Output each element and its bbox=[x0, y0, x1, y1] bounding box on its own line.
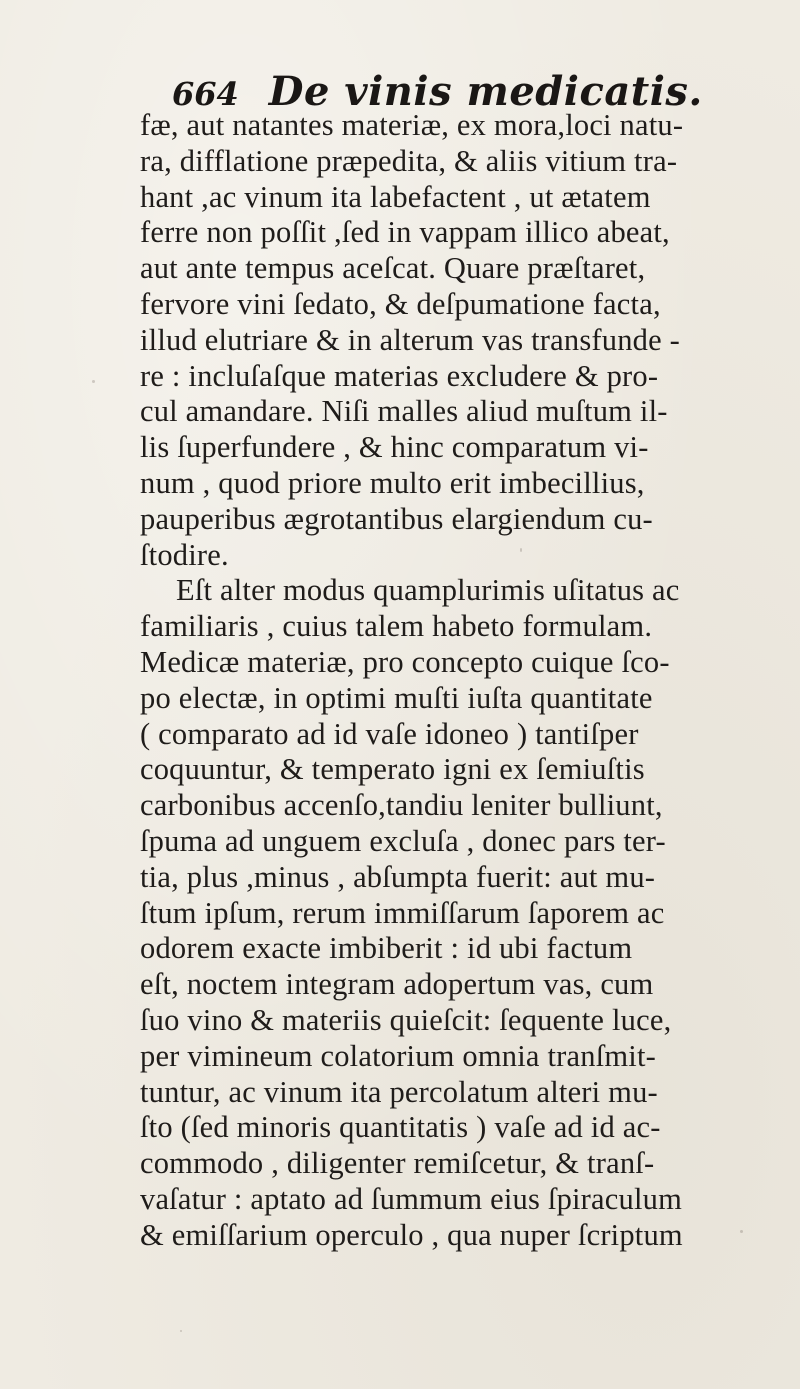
text-line: lis ſuperfundere , & hinc comparatum vi- bbox=[140, 430, 649, 465]
paper-speck bbox=[92, 380, 95, 383]
text-line: ſtodire. bbox=[140, 537, 229, 572]
text-line: illud elutriare & in alterum vas transfunde - bbox=[140, 322, 681, 357]
text-line: po electæ, in optimi muſti iuſta quantitate bbox=[140, 680, 653, 715]
text-line: ferre non poſſit ,ſed in vappam illico abeat, bbox=[140, 215, 670, 250]
text-line: aut ante tempus aceſcat. Quare præſtaret, bbox=[140, 251, 646, 286]
text-line: ſpuma ad unguem excluſa , donec pars ter- bbox=[140, 823, 666, 858]
body-text bbox=[140, 108, 800, 1254]
text-line: ( comparato ad id vaſe idoneo ) tantiſper bbox=[140, 716, 639, 751]
text-line: ra, difflatione præpedita, & aliis vitium tra- bbox=[140, 143, 678, 178]
paper-speck bbox=[740, 1230, 743, 1233]
text-line: ſtum ipſum, rerum immiſſarum ſaporem ac bbox=[140, 895, 665, 930]
paper-speck bbox=[520, 548, 522, 552]
text-line: fervore vini ſedato, & deſpumatione facta, bbox=[140, 286, 661, 321]
text-line: eſt, noctem integram adopertum vas, cum bbox=[140, 967, 654, 1002]
text-line: & emiſſarium operculo , qua nuper ſcriptum bbox=[140, 1217, 683, 1252]
text-line: commodo , diligenter remiſcetur, & tranſ- bbox=[140, 1146, 655, 1181]
text-line: tia, plus ,minus , abſumpta fuerit: aut mu- bbox=[140, 859, 656, 894]
page-number: 664 bbox=[172, 75, 239, 113]
text-line: per vimineum colatorium omnia tranſmit- bbox=[140, 1038, 657, 1073]
running-title: De vinis medicatis. bbox=[268, 68, 703, 115]
text-line: vaſatur : aptato ad ſummum eius ſpiraculum bbox=[140, 1181, 683, 1216]
text-line: Medicæ materiæ, pro concepto cuique ſco- bbox=[140, 644, 670, 679]
text-line: re : incluſaſque materias excludere & pro- bbox=[140, 358, 659, 393]
paper-speck bbox=[180, 1330, 182, 1332]
text-line: cul amandare. Niſi malles aliud muſtum il- bbox=[140, 394, 668, 429]
text-line: num , quod priore multo erit imbecillius, bbox=[140, 465, 645, 500]
text-line: ſto (ſed minoris quantitatis ) vaſe ad id ac- bbox=[140, 1110, 661, 1145]
text-line: tuntur, ac vinum ita percolatum alteri mu- bbox=[140, 1074, 658, 1109]
text-line: odorem exacte imbiberit : id ubi factum bbox=[140, 931, 633, 966]
text-line: familiaris , cuius talem habeto formulam. bbox=[140, 609, 653, 644]
text-line: pauperibus ægrotantibus elargiendum cu- bbox=[140, 501, 653, 536]
text-line: hant ,ac vinum ita labefactent , ut ætatem bbox=[140, 179, 651, 214]
text-line: coquuntur, & temperato igni ex ſemiuſtis bbox=[140, 752, 645, 787]
text-line: carbonibus accenſo,tandiu leniter bulliunt, bbox=[140, 788, 663, 823]
text-line: fæ, aut natantes materiæ, ex mora,loci natu- bbox=[140, 108, 684, 142]
text-line: ſuo vino & materiis quieſcit: ſequente luce, bbox=[140, 1002, 672, 1037]
paragraph-start-line: Eſt alter modus quamplurimis uſitatus ac bbox=[176, 573, 680, 608]
